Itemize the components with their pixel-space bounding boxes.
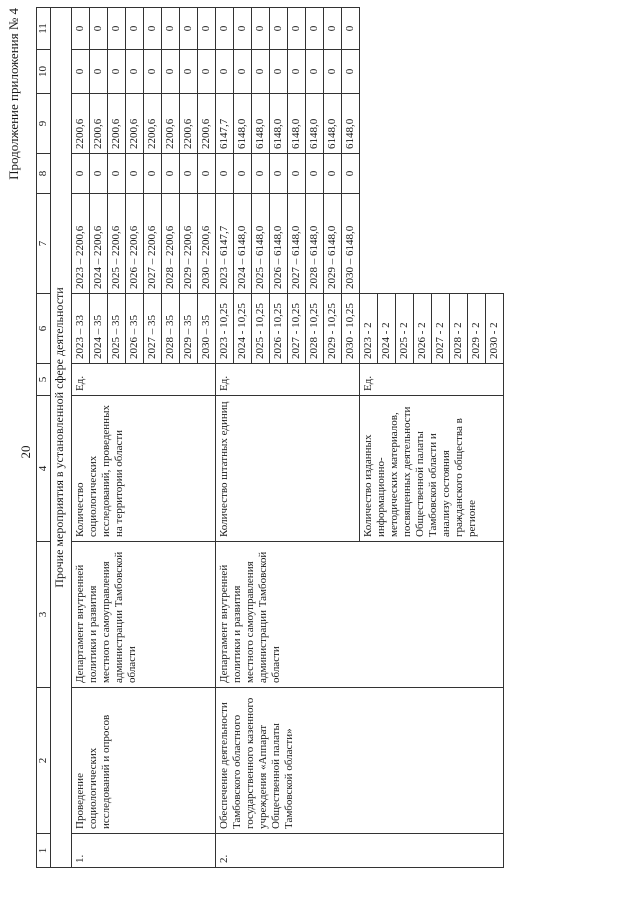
- table-row: [216, 8, 360, 868]
- indicator-name: Количество изданных информационно-методических материалов, посвященных деятельности Общественной палаты Тамбовской области и анализу состояния гражданского общества в регионе: [360, 396, 504, 542]
- col-10-values: 0 0 0 0 0 0 0 0: [216, 50, 360, 94]
- unit: Ед.: [72, 364, 216, 396]
- col-9-values: 6147,7 6148,0 6148,0 6148,0 6148,0 6148,0 6148,0 6148,0: [216, 94, 360, 154]
- row-number: 2.: [216, 834, 504, 868]
- target-values: 2023 - 2 2024 - 2 2025 - 2 2026 - 2 2027 - 2 2028 - 2 2029 - 2 2030 - 2: [360, 294, 504, 364]
- column-number-row: [37, 8, 51, 868]
- col-header-4: 4: [37, 396, 51, 542]
- col-8-values: 0 0 0 0 0 0 0 0: [72, 154, 216, 194]
- unit: Ед.: [216, 364, 360, 396]
- finance-total: 2023 – 6147,7 2024 – 6148,0 2025 – 6148,0 2026 – 6148,0 2027 – 6148,0 2028 – 6148,0 2029 – 6148,0 2030 – 6148,0: [216, 194, 360, 294]
- col-header-3: 3: [37, 542, 51, 688]
- row-number: 1.: [72, 834, 216, 868]
- data-table: [36, 7, 504, 868]
- appendix-caption: Продолжение приложения № 4: [6, 8, 21, 180]
- target-values: 2023 - 10,25 2024 - 10,25 2025 - 10,25 2026 - 10,25 2027 - 10,25 2028 - 10,25 2029 - 10,25 2030 - 10,25: [216, 294, 360, 364]
- col-header-8: 8: [37, 154, 51, 194]
- unit: Ед.: [360, 364, 504, 396]
- page-number: 20: [18, 445, 33, 459]
- finance-total: 2023 – 2200,6 2024 – 2200,6 2025 – 2200,6 2026 – 2200,6 2027 – 2200,6 2028 – 2200,6 2029 – 2200,6 2030 – 2200,6: [72, 194, 216, 294]
- target-values: 2023 – 33 2024 – 35 2025 – 35 2026 – 35 2027 – 35 2028 – 35 2029 – 35 2030 – 35: [72, 294, 216, 364]
- col-10-values: 0 0 0 0 0 0 0 0: [72, 50, 216, 94]
- indicator-name: Количество штатных единиц: [216, 396, 360, 542]
- col-header-6: 6: [37, 294, 51, 364]
- col-header-9: 9: [37, 94, 51, 154]
- col-11-values: 0 0 0 0 0 0 0 0: [72, 8, 216, 50]
- responsible-department: Департамент внутренней политики и развития местного самоуправления администрации Тамбовской области: [72, 542, 216, 688]
- col-header-10: 10: [37, 50, 51, 94]
- col-header-1: 1: [37, 834, 51, 868]
- col-header-2: 2: [37, 688, 51, 834]
- col-header-5: 5: [37, 364, 51, 396]
- section-title: Прочие мероприятия в установленной сфере деятельности: [51, 8, 72, 868]
- empty-cell: [360, 8, 504, 294]
- measure-name: Обеспечение деятельности Тамбовского областного государственного казенного учреждения «Аппарат Общественной палаты Тамбовской области»: [216, 688, 504, 834]
- col-9-values: 2200,6 2200,6 2200,6 2200,6 2200,6 2200,6 2200,6 2200,6: [72, 94, 216, 154]
- indicator-name: Количество социологических исследований, проведенных на территории области: [72, 396, 216, 542]
- col-8-values: 0 0 0 0 0 0 0 0: [216, 154, 360, 194]
- responsible-department: Департамент внутренней политики и развития местного самоуправления администрации Тамбовской области: [216, 542, 504, 688]
- rotated-page: [8, 8, 580, 868]
- col-header-7: 7: [37, 194, 51, 294]
- col-header-11: 11: [37, 8, 51, 50]
- col-11-values: 0 0 0 0 0 0 0 0: [216, 8, 360, 50]
- table-row: [72, 8, 216, 868]
- measure-name: Проведение социологических исследований и опросов: [72, 688, 216, 834]
